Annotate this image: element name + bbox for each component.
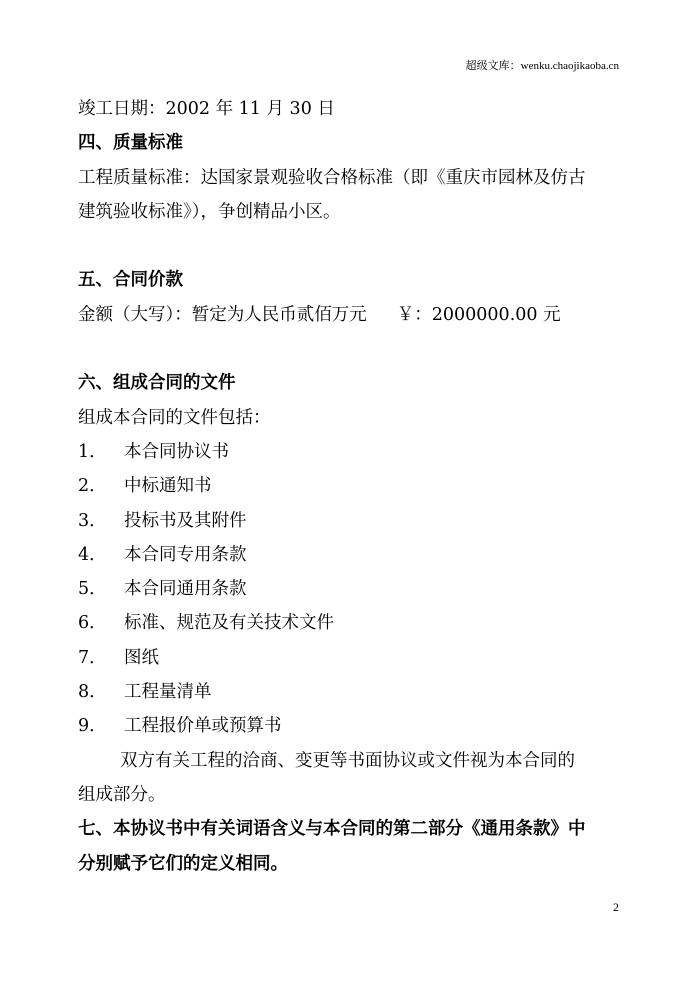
amount-in-figures: ￥：2000000.00 元 [396,304,561,325]
list-item-text: 投标书及其附件 [124,510,247,531]
list-item-text: 图纸 [124,647,159,668]
list-item-text: 本合同专用条款 [124,544,247,565]
list-item [78,504,623,538]
list-item-number: 9． [78,716,107,737]
list-item-number: 4． [78,544,107,565]
list-item-number: 2． [78,476,107,497]
list-item [78,538,623,572]
page-header-source: 超级文库：wenku.chaojikaoba.cn [465,60,619,72]
section-6-intro: 组成本合同的文件包括： [78,407,271,428]
list-item [78,675,623,709]
blank-line [78,332,623,366]
list-item [78,435,623,469]
completion-date: 竣工日期：2002 年 11 月 30 日 [78,99,335,119]
list-item-text: 工程量清单 [124,682,212,703]
section-4-title: 四、质量标准 [78,133,183,154]
list-item-number: 6． [78,613,107,634]
list-item-number: 5． [78,579,107,600]
section-4-line-2: 建筑验收标准》），争创精品小区。 [78,201,341,222]
page-number: 2 [613,900,619,914]
list-item-text: 本合同协议书 [124,441,229,462]
contract-amount [78,298,623,332]
list-item-number: 7． [78,647,107,668]
list-item-text: 工程报价单或预算书 [124,716,282,737]
list-item-text: 中标通知书 [124,476,212,497]
section-6-note-line-2: 组成部分。 [78,784,166,805]
section-4-line-1: 工程质量标准：达国家景观验收合格标准（即《重庆市园林及仿古 [78,167,586,188]
list-item-number: 8． [78,682,107,703]
list-item-number: 3． [78,510,107,531]
blank-line [78,229,623,263]
amount-in-words: 金额（大写）：暂定为人民币贰佰万元 [78,304,367,325]
list-item-text: 本合同通用条款 [124,579,247,600]
list-item-text: 标准、规范及有关技术文件 [124,613,334,634]
section-5-title: 五、合同价款 [78,270,183,291]
list-item [78,469,623,503]
section-6-note-line-1: 双方有关工程的洽商、变更等书面协议或文件视为本合同的 [120,750,575,771]
list-item [78,572,623,606]
section-7-line-1: 七、本协议书中有关词语含义与本合同的第二部分《通用条款》中 [78,819,586,840]
section-7-line-2: 分别赋予它们的定义相同。 [78,853,288,874]
list-item-number: 1． [78,441,107,462]
list-item [78,709,623,743]
section-6-title: 六、组成合同的文件 [78,373,236,394]
list-item [78,606,623,640]
document-body [78,92,623,881]
list-item [78,641,623,675]
